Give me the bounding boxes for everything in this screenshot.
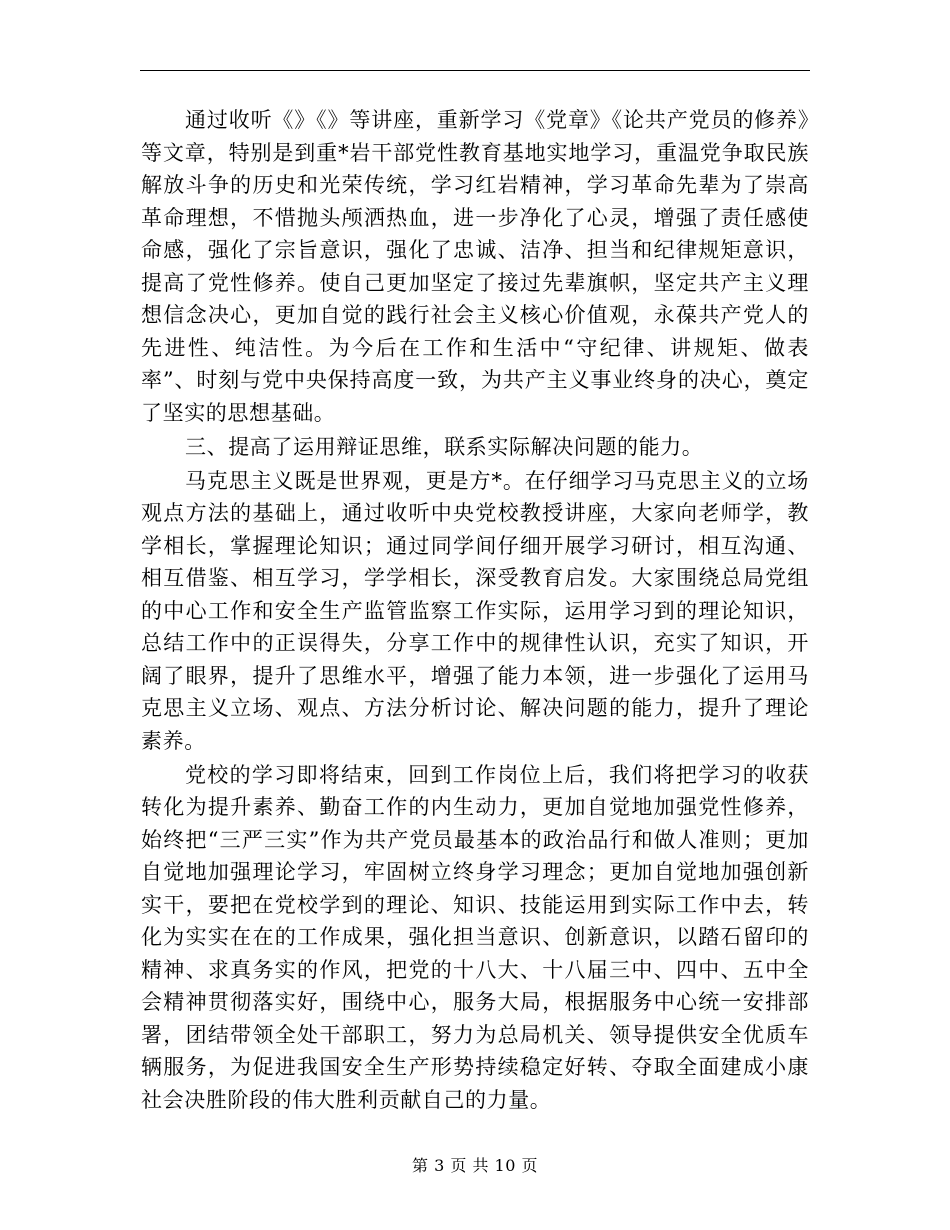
page-number-footer: 第 3 页 共 10 页	[412, 1156, 538, 1175]
section-heading-3: 三、提高了运用辩证思维，联系实际解决问题的能力。	[185, 434, 704, 459]
paragraph-1: 通过收听《》《》等讲座，重新学习《党章》《论共产党员的修养》等文章，特别是到重*岩干部党性教育基地实地学习，重温党争取民族解放斗争的历史和光荣传统，学习红岩精神，学习革命先辈为了崇高革命理想，不惜抛头颅洒热血，进一步净化了心灵，增强了责任感使命感，强化了宗旨意识，强化了忠诚、洁净、担当和纪律规矩意识，提高了党性修养。使自己更加坚定了接过先辈旗帜，坚定共产主义理想信念决心，更加自觉的践行社会主义核心价值观，永葆共产党人的先进性、纯洁性。为今后在工作和生活中“守纪律、讲规矩、做表率”、时刻与党中央保持高度一致，为共产主义事业终身的决心，奠定了坚实的思想基础。	[141, 108, 809, 425]
paragraph-2: 马克思主义既是世界观，更是方*。在仔细学习马克思主义的立场观点方法的基础上，通过收听中央党校教授讲座，大家向老师学，教学相长，掌握理论知识；通过同学间仔细开展学习研讨，相互沟通、相互借鉴、相互学习，学学相长，深受教育启发。大家围绕总局党组的中心工作和安全生产监管监察工作实际，运用学习到的理论知识，总结工作中的正误得失，分享工作中的规律性认识，充实了知识，开阔了眼界，提升了思维水平，增强了能力本领，进一步强化了运用马克思主义立场、观点、方法分析讨论、解决问题的能力，提升了理论素养。	[141, 468, 809, 753]
header-rule	[140, 70, 810, 71]
paragraph-3: 党校的学习即将结束，回到工作岗位上后，我们将把学习的收获转化为提升素养、勤奋工作的内生动力，更加自觉地加强党性修养，始终把“三严三实”作为共产党员最基本的政治品行和做人准则；更加自觉地加强理论学习，牢固树立终身学习理念；更加自觉地加强创新实干，要把在党校学到的理论、知识、技能运用到实际工作中去，转化为实实在在的工作成果，强化担当意识、创新意识，以踏石留印的精神、求真务实的作风，把党的十八大、十八届三中、四中、五中全会精神贯彻落实好，围绕中心，服务大局，根据服务中心统一安排部署，团结带领全处干部职工，努力为总局机关、领导提供安全优质车辆服务，为促进我国安全生产形势持续稳定好转、夺取全面建成小康社会决胜阶段的伟大胜利贡献自己的力量。	[141, 762, 809, 1112]
document-body	[141, 104, 809, 1116]
